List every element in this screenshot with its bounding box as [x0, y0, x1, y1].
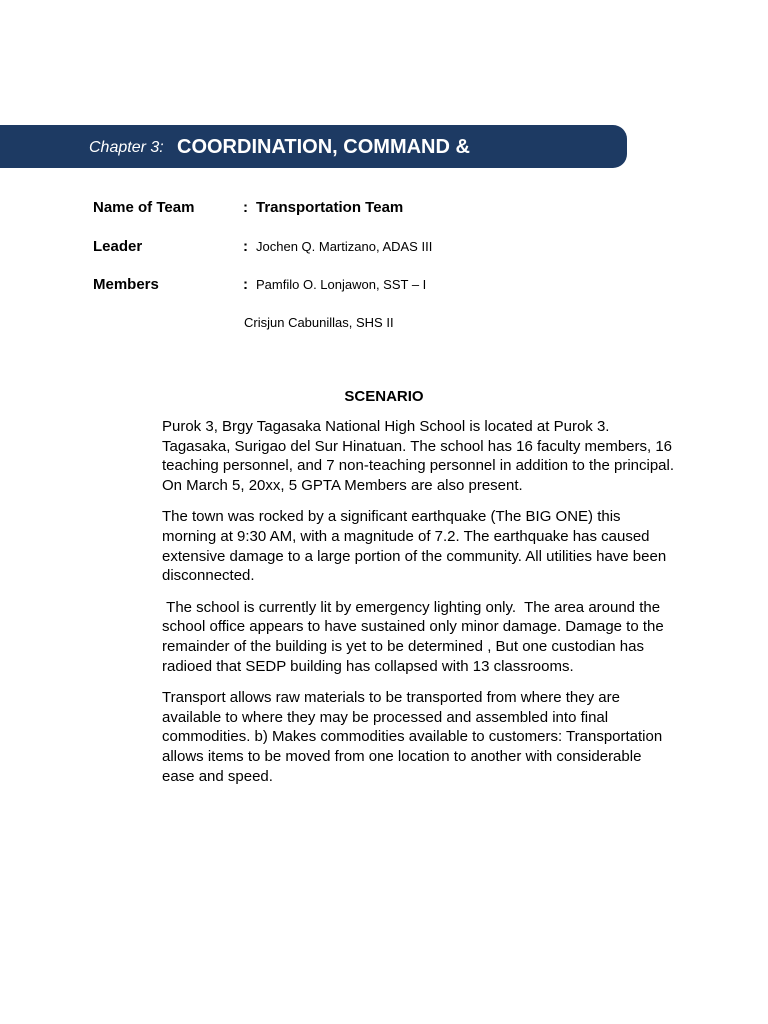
members-label: Members — [93, 276, 159, 293]
chapter-label: Chapter 3: — [89, 139, 164, 156]
scenario-body — [162, 417, 678, 798]
chapter-title: COORDINATION, COMMAND & — [177, 136, 470, 158]
leader-label: Leader — [93, 238, 143, 255]
member-item: Crisjun Cabunillas, SHS II — [244, 315, 394, 330]
team-name-value: Transportation Team — [256, 199, 404, 216]
team-name-label: Name of Team — [93, 199, 195, 216]
scenario-heading: SCENARIO — [344, 388, 424, 405]
team-name-separator: : — [243, 199, 248, 216]
members-separator: : — [243, 276, 248, 293]
scenario-paragraph: Purok 3, Brgy Tagasaka National High School is located at Purok 3. Tagasaka, Surigao del Sur Hinatuan. The school has 16 faculty members, 16 teaching personnel, and 7 non-teaching personnel in addition to the principal. On March 5, 20xx, 5 GPTA Members are also present. — [162, 418, 679, 494]
scenario-paragraph: The school is currently lit by emergency lighting only. The area around the school office appears to have sustained only minor damage. Damage to the remainder of the building is yet to be determined , But one custodian has radioed that SEDP building has collapsed with 13 classrooms. — [162, 598, 668, 675]
leader-value: Jochen Q. Martizano, ADAS III — [256, 239, 433, 254]
member-item: Pamfilo O. Lonjawon, SST – I — [256, 277, 427, 292]
leader-separator: : — [243, 238, 248, 255]
scenario-paragraph: Transport allows raw materials to be transported from where they are available to where they may be processed and assembled into final commodities. b) Makes commodities available to customers: Transportation allows items to be moved from one location to another with considerable ease and speed. — [162, 689, 667, 785]
scenario-paragraph: The town was rocked by a significant earthquake (The BIG ONE) this morning at 9:30 AM, with a magnitude of 7.2. The earthquake has caused extensive damage to a large portion of the community. All utilities have been disconnected. — [162, 508, 671, 585]
